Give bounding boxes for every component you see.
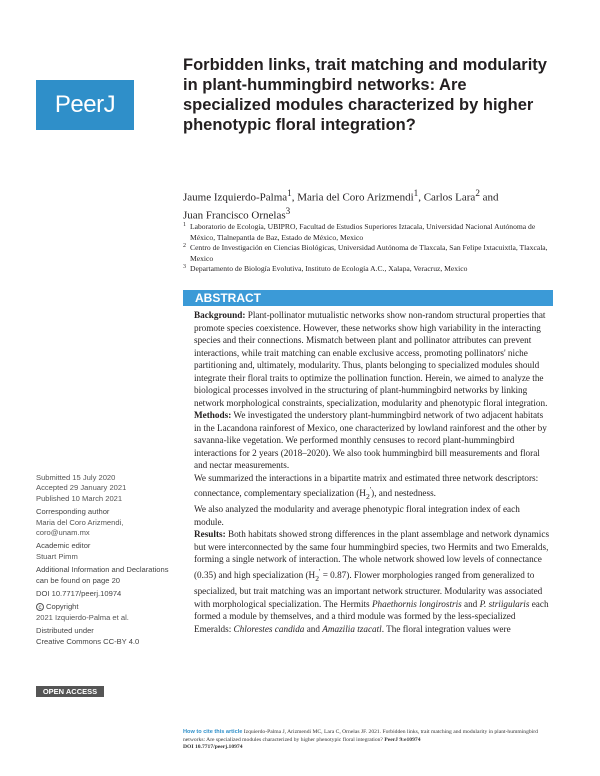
species-name: Chlorestes candida <box>233 623 305 634</box>
abstract-background <box>194 309 550 409</box>
license-label: Distributed under <box>36 626 94 636</box>
author-conjunction: and <box>482 191 499 204</box>
author-list: Jaume Izquierdo-Palma$^1$, Maria del Coro Arizmendi$^1$, Carlos Lara$^2$ and Juan Francisco Ornelas$^3$ <box>183 188 499 222</box>
author-name[interactable]: Juan Francisco Ornelas <box>183 209 286 222</box>
affiliation-text: Departamento de Biología Evolutiva, Instituto de Ecología A.C., Xalapa, Veracruz, Mexico <box>190 264 468 274</box>
academic-editor-block <box>36 541 171 562</box>
license-link[interactable]: Creative Commons CC-BY 4.0 <box>36 636 140 646</box>
author-affil-ref: 2 <box>475 188 480 198</box>
abstract-results <box>194 528 550 635</box>
affiliation-number: 1 <box>183 222 186 228</box>
section-label: Background: <box>194 310 246 320</box>
affiliation-text: Centro de Investigación en Ciencias Biológicas, Universidad Autónoma de Tlaxcala, San Felipe Ixtacuixtla, Tlaxcala, Mexico <box>190 243 548 263</box>
h2-subscript: 2 <box>315 573 320 583</box>
abstract-body <box>194 309 550 635</box>
section-text: and <box>461 598 480 609</box>
affiliation-list <box>183 222 553 275</box>
author-name[interactable]: Maria del Coro Arizmendi <box>297 191 414 204</box>
copyright-holder: 2021 Izquierdo-Palma et al. <box>36 612 129 622</box>
affiliation-item <box>183 222 553 243</box>
h2-superscript: ' <box>369 485 372 494</box>
affiliation-number: 3 <box>183 264 186 271</box>
submitted-date: Submitted 15 July 2020 <box>36 473 116 482</box>
additional-info-note[interactable]: Additional Information and Declarations can be found on page 20 <box>36 565 169 585</box>
abstract-methods <box>194 409 550 472</box>
author-name[interactable]: Jaume Izquierdo-Palma <box>183 191 288 204</box>
species-name: Amazilia tzacatl <box>322 623 382 634</box>
abstract-heading: ABSTRACT <box>183 290 553 306</box>
author-affil-ref: 1 <box>287 188 292 198</box>
section-text: We investigated the understory plant-hummingbird network of two adjacent habitats in the Lacandona rainforest of Mexico, one characterized by lowland rainforest and the other by savanna-like vegetation. We performed monthly censuses to record plant-hummingbird interactions for 2 years (2018–2020). We also took hummingbird bill measurements and floral and nectar measurements. <box>194 410 547 470</box>
section-text: each formed a module by themselves, and a third module was formed by the less-specialized Emeralds: <box>194 598 549 634</box>
affiliation-item <box>183 243 553 264</box>
h2-subscript: 2 <box>365 491 370 501</box>
open-access-badge: OPEN ACCESS <box>36 686 104 697</box>
corresponding-author-block <box>36 507 171 538</box>
abstract-methods-2 <box>194 472 550 504</box>
section-text: We summarized the interactions in a bipartite matrix and estimated three network descriptors: connectance, complementary specialization (H <box>194 472 539 499</box>
academic-editor-label: Academic editor <box>36 541 91 551</box>
h2-superscript: ' <box>319 566 321 576</box>
author-affil-ref: 3 <box>285 206 291 217</box>
citation-text: Izquierdo-Palma J, Arizmendi MC, Lara C, Ornelas JF. 2021. Forbidden links, trait matching and modularity in plant-hummingbird networks: Are specialized modules characterized by higher phenotypic floral integration? <box>183 729 538 743</box>
peerj-logo: PeerJ <box>36 80 134 130</box>
citation-footer <box>183 729 553 752</box>
section-text: . The floral integration values were <box>381 623 511 634</box>
corresponding-author-name: Maria del Coro Arizmendi, <box>36 517 124 527</box>
affiliation-item <box>183 264 553 275</box>
corresponding-author-email[interactable]: coro@unam.mx <box>36 528 90 538</box>
section-text: ), and nestedness. <box>371 488 436 499</box>
author-affil-ref: 1 <box>413 188 419 198</box>
journal-ref: PeerJ 9:e10974 <box>384 736 421 743</box>
section-label: Methods: <box>194 410 232 420</box>
species-name: Phaethornis longirostris <box>371 598 462 609</box>
author-name[interactable]: Carlos Lara <box>423 191 476 204</box>
section-text: and <box>304 623 323 634</box>
copyright-label: c Copyright <box>36 602 171 612</box>
academic-editor-name: Stuart Pimm <box>36 551 78 561</box>
footer-doi[interactable]: DOI 10.7717/peerj.10974 <box>183 744 243 751</box>
license-block <box>36 626 171 647</box>
dates-block <box>36 473 171 504</box>
abstract-methods-3: We also analyzed the modularity and average phenotypic floral integration index of each module. <box>194 504 520 527</box>
published-date: Published 10 March 2021 <box>36 493 123 503</box>
article-title: Forbidden links, trait matching and modularity in plant-hummingbird networks: Are specialized modules characterized by higher phenotypic floral integration? <box>183 56 547 134</box>
species-name: P. striigularis <box>479 598 530 609</box>
how-to-cite-label: How to cite this article <box>183 729 243 735</box>
corresponding-author-label: Corresponding author <box>36 507 110 517</box>
accepted-date: Accepted 29 January 2021 <box>36 483 127 493</box>
section-text: Plant-pollinator mutualistic networks show non-random structural properties that promote species coexistence. However, these networks show high variability in the interacting species and their connections. Mismatch between plant and pollinator attributes can prevent interactions, while trait matching can enable exclusive access, promoting pollinators' niche partitioning and, ultimately, modularity. Thus, plants belonging to specialized modules should integrate their floral traits to optimize the pollination function. Herein, we aimed to analyze the biological processes involved in the structuring of plant-hummingbird networks by linking network morphological constraints, specialization, modularity and phenotypic floral integration. <box>194 310 548 408</box>
section-label: Results: <box>194 529 226 540</box>
affiliation-text: Laboratorio de Ecología, UBIPRO, Facultad de Estudios Superiores Iztacala, Universidad Nacional Autónoma de México, Tlalnepantla de Baz, Estado de México, Mexico <box>190 222 536 242</box>
section-text: Both habitats showed strong differences in the plant assemblage and network dynamics but were interconnected by the same four hummingbird species, two Hermits and two Emeralds, forming a single network of interaction. The whole network showed low levels of connectance (0.35) and high specialization (H <box>194 529 550 580</box>
affiliation-number: 2 <box>183 243 186 250</box>
copyright-block <box>36 602 171 623</box>
section-text: = 0.87). Flower morphologies ranged from generalized to specialized, but trait matching was an important network structurer. Modularity was associated with morphological specialization. The Hermits <box>194 569 543 609</box>
article-metadata-sidebar <box>36 473 171 650</box>
copyright-icon: c <box>36 603 44 611</box>
doi-link[interactable]: DOI 10.7717/peerj.10974 <box>36 589 122 599</box>
